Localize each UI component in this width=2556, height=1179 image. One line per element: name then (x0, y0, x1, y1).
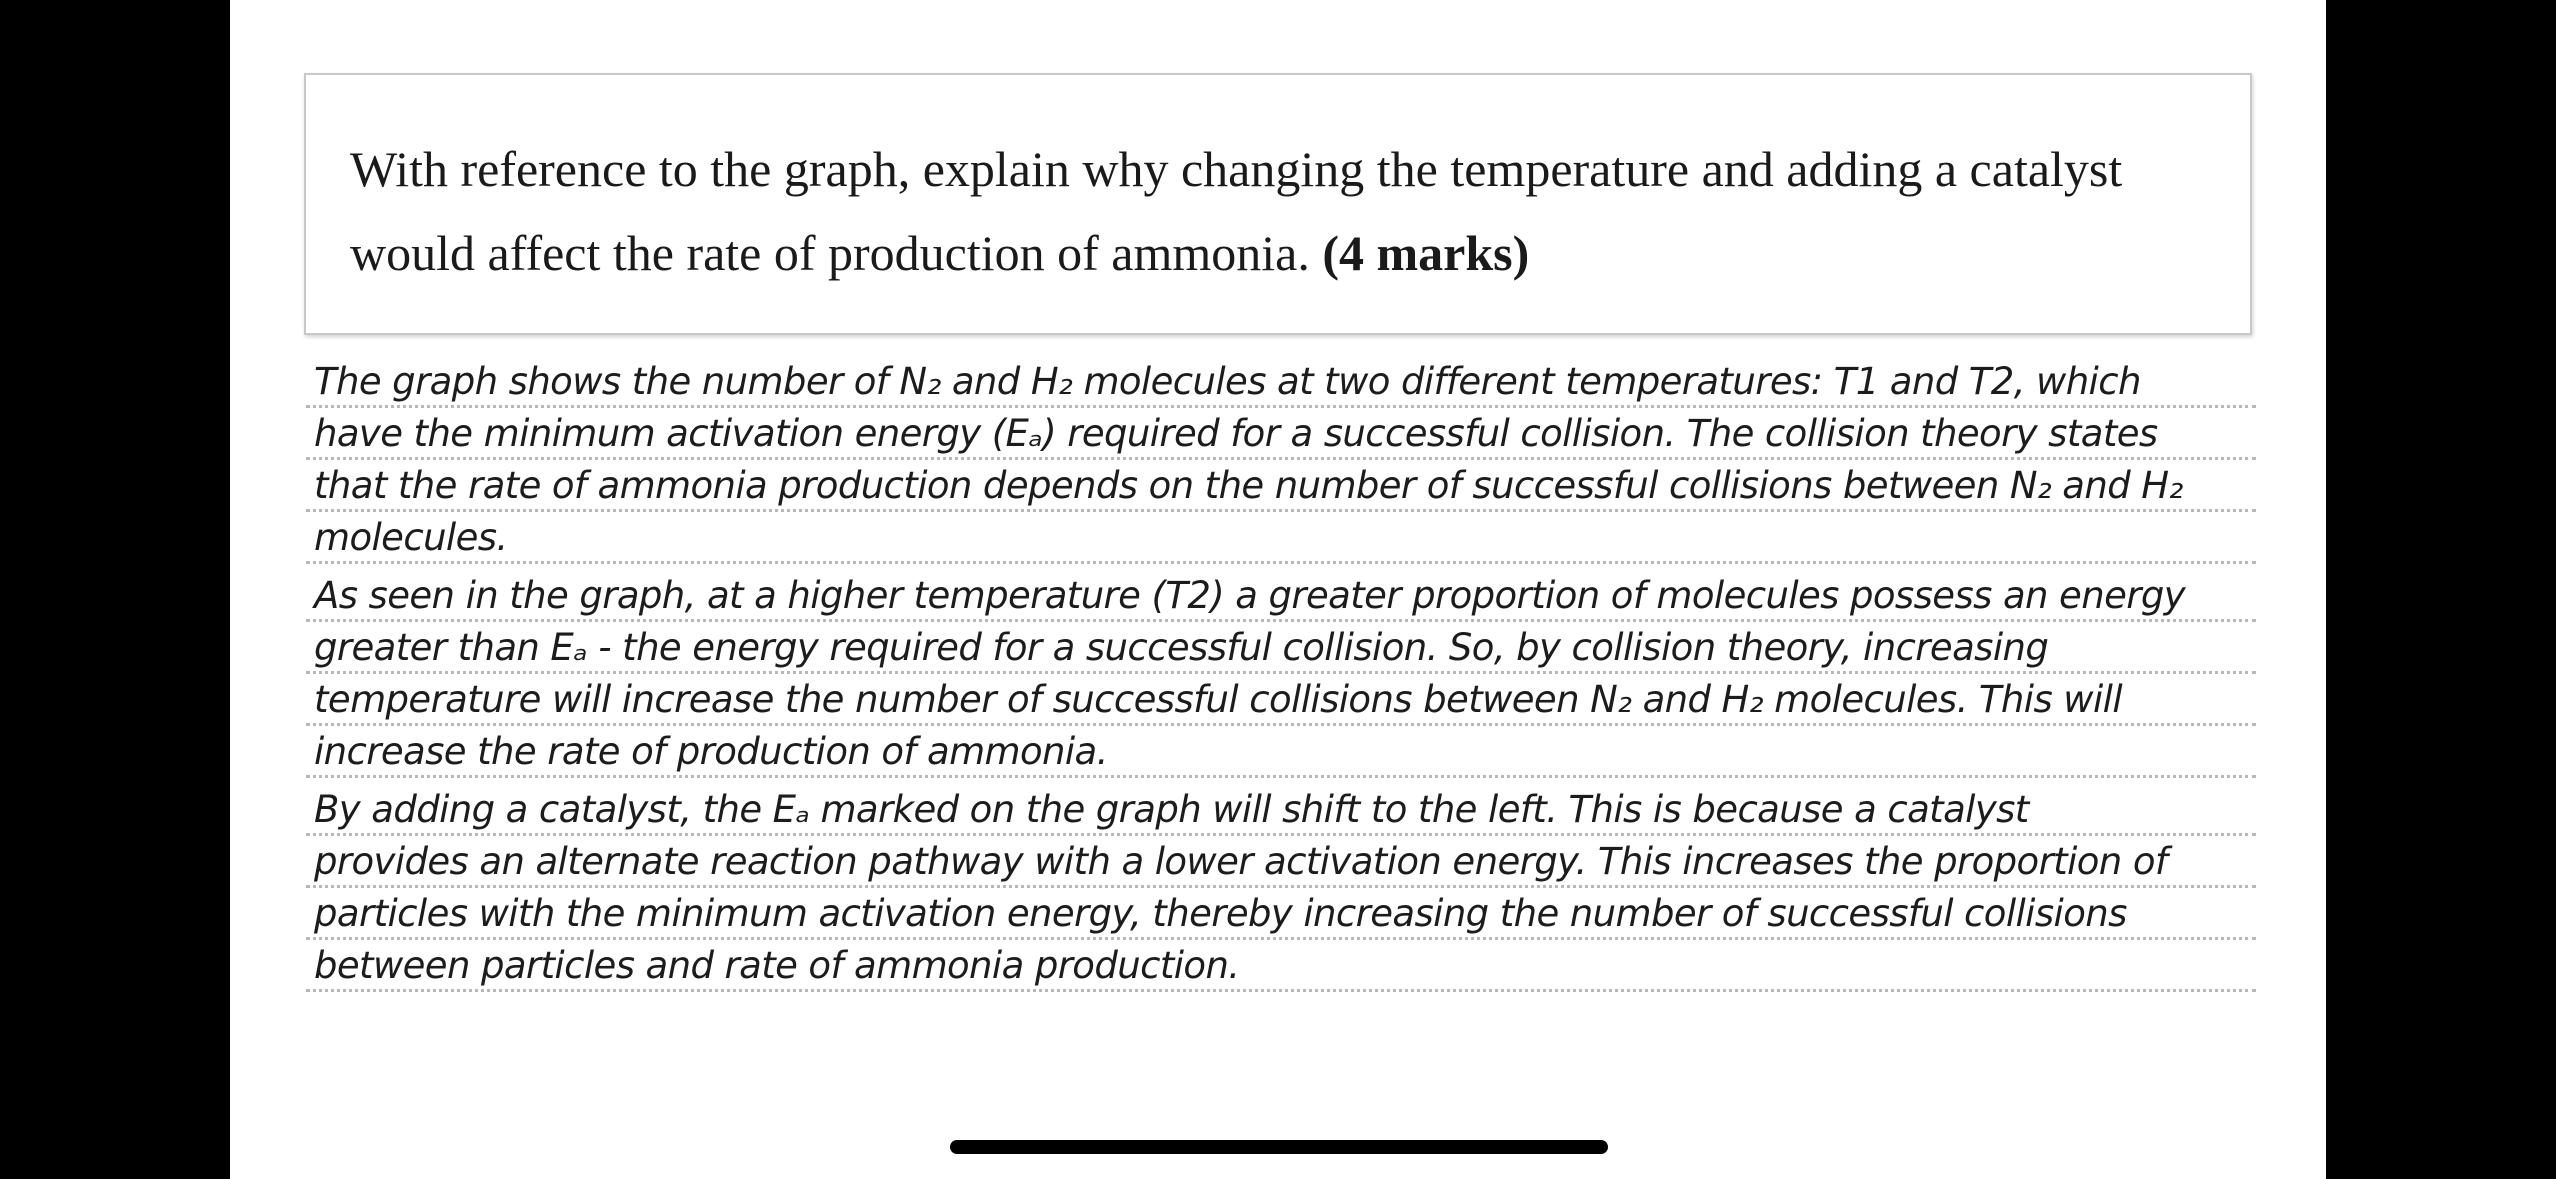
question-marks: (4 marks) (1322, 225, 1530, 281)
answer-line: As seen in the graph, at a higher temperature (T2) a greater proportion of molecules possess an energy (306, 570, 2256, 622)
answer-line: between particles and rate of ammonia production. (306, 940, 2256, 992)
answer-line: greater than Eₐ - the energy required for a successful collision. So, by collision theory, increasing (306, 622, 2256, 674)
document-page (230, 0, 2326, 1179)
answer-line: particles with the minimum activation energy, thereby increasing the number of successful collisions (306, 888, 2256, 940)
question-box (304, 73, 2252, 335)
answer-line: have the minimum activation energy (Eₐ) required for a successful collision. The collision theory states (306, 408, 2256, 460)
question-text (350, 127, 2208, 295)
answer-paragraph-2 (306, 570, 2256, 778)
answer-line: The graph shows the number of N₂ and H₂ molecules at two different temperatures: T1 and T2, which (306, 356, 2256, 408)
question-prompt: With reference to the graph, explain why changing the temperature and adding a catalyst would affect the rate of production of ammonia. (350, 141, 2123, 281)
answer-line: that the rate of ammonia production depends on the number of successful collisions between N₂ and H₂ (306, 460, 2256, 512)
answer-area (306, 356, 2256, 992)
answer-paragraph-3 (306, 784, 2256, 992)
answer-line: By adding a catalyst, the Eₐ marked on the graph will shift to the left. This is because a catalyst (306, 784, 2256, 836)
answer-line: molecules. (306, 512, 2256, 564)
answer-line: provides an alternate reaction pathway with a lower activation energy. This increases the proportion of (306, 836, 2256, 888)
answer-line: temperature will increase the number of successful collisions between N₂ and H₂ molecules. This will (306, 674, 2256, 726)
home-indicator[interactable] (950, 1140, 1608, 1154)
answer-paragraph-1 (306, 356, 2256, 564)
answer-line: increase the rate of production of ammonia. (306, 726, 2256, 778)
